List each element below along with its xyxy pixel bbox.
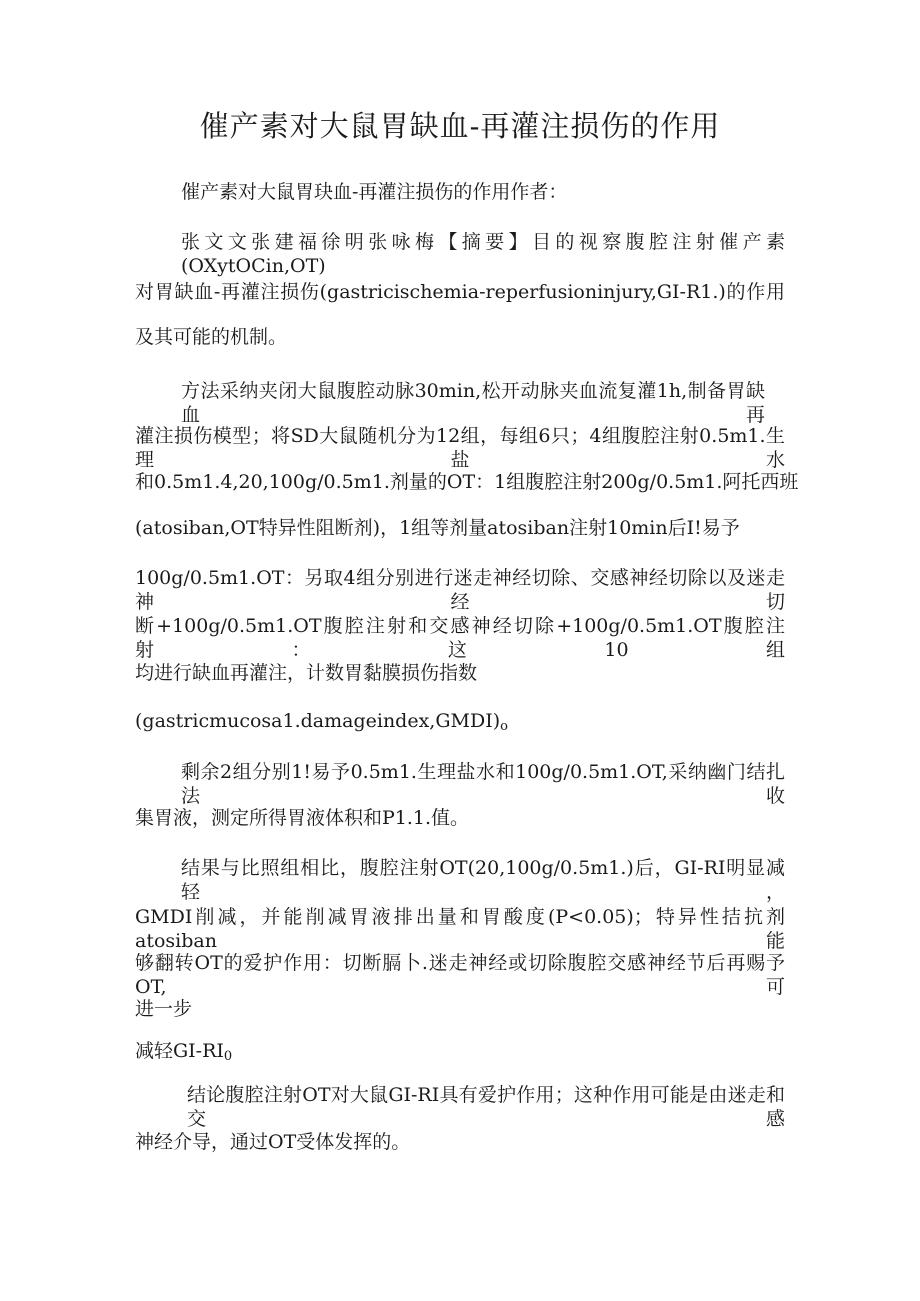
paragraph-line: 进一步 xyxy=(135,998,193,1020)
subscript-mark: o xyxy=(500,719,508,734)
paragraph-line: 张文文张建福徐明张咏梅【摘要】目的视察腹腔注射催产素(OXytOCin,OT) xyxy=(181,231,785,277)
subscript-mark: 0 xyxy=(223,1049,233,1064)
paragraph-line: GMDI削减，并能削减胃液排出量和胃酸度(P<0.05)；特异性拮抗剂atosiban能 xyxy=(135,906,785,952)
line-text: (gastricmucosa1.damageindex,GMDI) xyxy=(135,710,501,732)
paragraph-line: 剩余2组分别1!易予0.5m1.生理盐水和100g/0.5m1.OT,采纳幽门结扎法收 xyxy=(181,761,785,807)
document-title: 催产素对大鼠胃缺血-再灌注损伤的作用 xyxy=(199,109,721,143)
paragraph-line: 均进行缺血再灌注，计数胃黏膜损伤指数 xyxy=(135,662,478,684)
paragraph-line: 神经介导，通过OT受体发挥的。 xyxy=(135,1131,411,1153)
paragraph-line: 对胃缺血-再灌注损伤(gastricischemia-reperfusioninjury,GI-R1.)的作用 xyxy=(135,281,785,303)
paragraph-line xyxy=(135,709,508,739)
paragraph-line: 结果与比照组相比，腹腔注射OT(20,100g/0.5m1.)后，GI-RI明显减轻， xyxy=(181,857,785,903)
paragraph-line: 方法采纳夹闭大鼠腹腔动脉30min,松开动脉夹血流复灌1h,制备胃缺血再 xyxy=(181,380,765,426)
paragraph-line: 及其可能的机制。 xyxy=(135,326,288,348)
paragraph-line xyxy=(135,1039,232,1069)
paragraph-line: 断+100g/0.5m1.OT腹腔注射和交感神经切除+100g/0.5m1.OT腹腔注射：这10组 xyxy=(135,615,785,661)
paragraph-line: 100g/0.5m1.OT：另取4组分别进行迷走神经切除、交感神经切除以及迷走神经切 xyxy=(135,567,785,613)
line-text: 减轻GI-RI xyxy=(135,1040,224,1062)
paragraph-line: 集胃液，测定所得胃液体积和P1.1.值。 xyxy=(135,807,470,829)
paragraph-line: 灌注损伤模型；将SD大鼠随机分为12组，每组6只；4组腹腔注射0.5m1.生理盐水 xyxy=(135,425,785,471)
paragraph-line: 结论腹腔注射OT对大鼠GI-RI具有爱护作用；这种作用可能是由迷走和交感 xyxy=(187,1084,785,1130)
paragraph-line: 够翻转OT的爱护作用：切断膈卜.迷走神经或切除腹腔交感神经节后再赐予OT,可 xyxy=(135,952,785,998)
paragraph-line: 催产素对大鼠胃玦血-再灌注损伤的作用作者： xyxy=(181,181,568,203)
paragraph-line: (atosiban,OT特异性阻断剂)，1组等剂量atosiban注射10min后I!易予 xyxy=(135,517,740,539)
paragraph-line: 和0.5m1.4,20,100g/0.5m1.剂量的OT：1组腹腔注射200g/0.5m1.阿托西班 xyxy=(135,471,799,493)
